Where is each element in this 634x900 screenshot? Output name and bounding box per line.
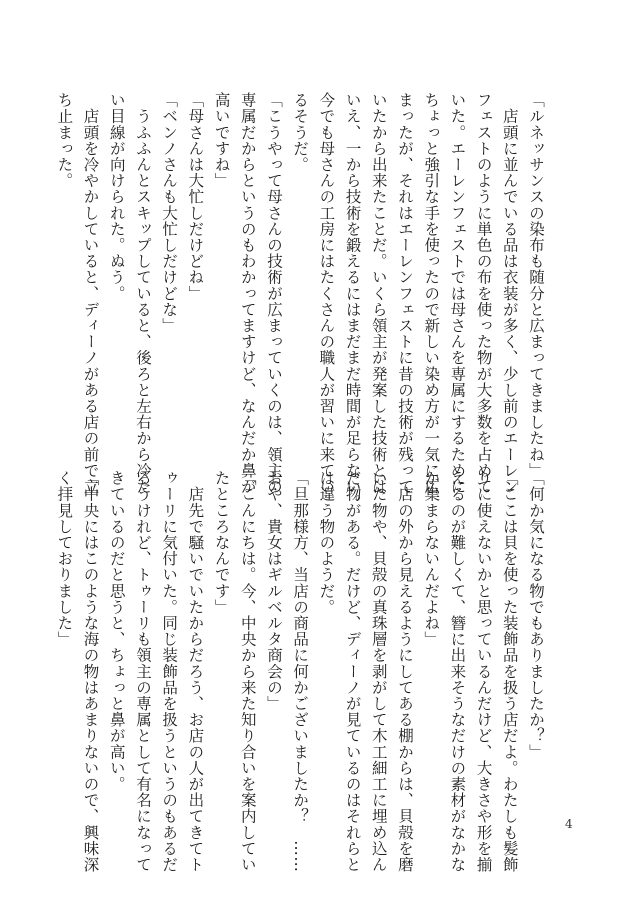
- text-line: は違う物のようだ。: [317, 470, 336, 615]
- text-line: うふふんとスキップしていると、後ろと左右から冷た: [133, 92, 152, 495]
- text-line: 店の外から見えるようにしてある棚からは、貝殻を磨: [395, 470, 414, 873]
- text-line: だ物がある。だけど、ディーノが見ているのはそれらと: [343, 470, 362, 873]
- text-line: るそうだ。: [291, 92, 310, 173]
- text-line: りに使えないかと思っているんだけど、大きさや形を揃: [474, 470, 493, 873]
- text-line: ちょっと強引な手を使ったので新しい染め方が一気に広: [422, 92, 441, 495]
- text-line: まったが、それはエーレンフェストに昔の技術が残って: [395, 92, 414, 495]
- text-line: 「こうやって母さんの技術が広まっていくのは、領主の: [264, 92, 283, 495]
- text-line: おや、貴女はギルベルタ商会の」: [264, 470, 283, 712]
- text-line: いたから出来たことだ。いくら領主が発案した技術とは: [369, 92, 388, 495]
- text-line: 「ここは貝を使った装飾品を扱う店だよ。わたしも髪飾: [500, 470, 519, 873]
- text-line: 専属だからというのもわかってますけど、なんだか鼻が: [238, 92, 257, 495]
- text-line: きているのだと思うと、ちょっと鼻が高い。: [107, 470, 126, 792]
- top-text-block: [55, 92, 549, 511]
- text-line: 「中央にはこのような海の物はあまりないので、興味深: [81, 470, 100, 873]
- text-line: 「こんにちは。今、中央から来た知り合いを案内してい: [238, 470, 257, 873]
- text-line: ろうけれど、トゥーリも領主の専属として有名になって: [133, 470, 152, 873]
- text-line: いえ、一から技術を鍛えるにはまだまだ時間が足らない。: [343, 92, 362, 511]
- text-line: か集まらないんだよね」: [422, 470, 441, 648]
- text-line: 「ベンノさんも大忙しだけどな」: [160, 92, 179, 334]
- text-line: 「ルネッサンスの染布も随分と広まってきましたね」: [527, 92, 545, 479]
- text-line: ち止まった。: [55, 92, 74, 189]
- text-line: い目線が向けられた。ぬう。: [107, 92, 126, 302]
- text-line: く拝見しておりました」: [55, 470, 74, 648]
- bottom-text-block: [55, 470, 549, 873]
- text-line: 「旦那様方、当店の商品に何かございましたか？ ……: [291, 470, 310, 873]
- text-line: いた物や、貝殻の真珠層を剥がして木工細工に埋め込ん: [369, 470, 388, 873]
- text-line: いた。エーレンフェストでは母さんを専属にするために: [448, 92, 467, 495]
- text-line: 「何か気になる物でもありましたか？」: [527, 470, 545, 760]
- text-line: 店頭に並んでいる品は衣装が多く、少し前のエーレン: [500, 92, 519, 495]
- text-line: 今でも母さんの工房にはたくさんの職人が習いに来てい: [317, 92, 336, 495]
- text-line: 店頭を冷やかしていると、ディーノがある店の前で立: [81, 92, 100, 495]
- text-line: フェストのように単色の布を使った物が大多数を占めて: [474, 92, 493, 495]
- page-number: 4: [565, 817, 573, 831]
- text-line: えるのが難しくて、簪に出来そうなだけの素材がなかな: [448, 470, 467, 873]
- text-line: 高いですね」: [212, 92, 231, 189]
- text-line: 店先で騒いでいたからだろう、お店の人が出てきてト: [186, 470, 205, 873]
- text-line: 「母さんは大忙しだけどね」: [186, 92, 205, 302]
- text-line: たところなんです」: [212, 470, 231, 615]
- text-line: ゥーリに気付いた。同じ装飾品を扱うというのもあるだ: [160, 470, 179, 873]
